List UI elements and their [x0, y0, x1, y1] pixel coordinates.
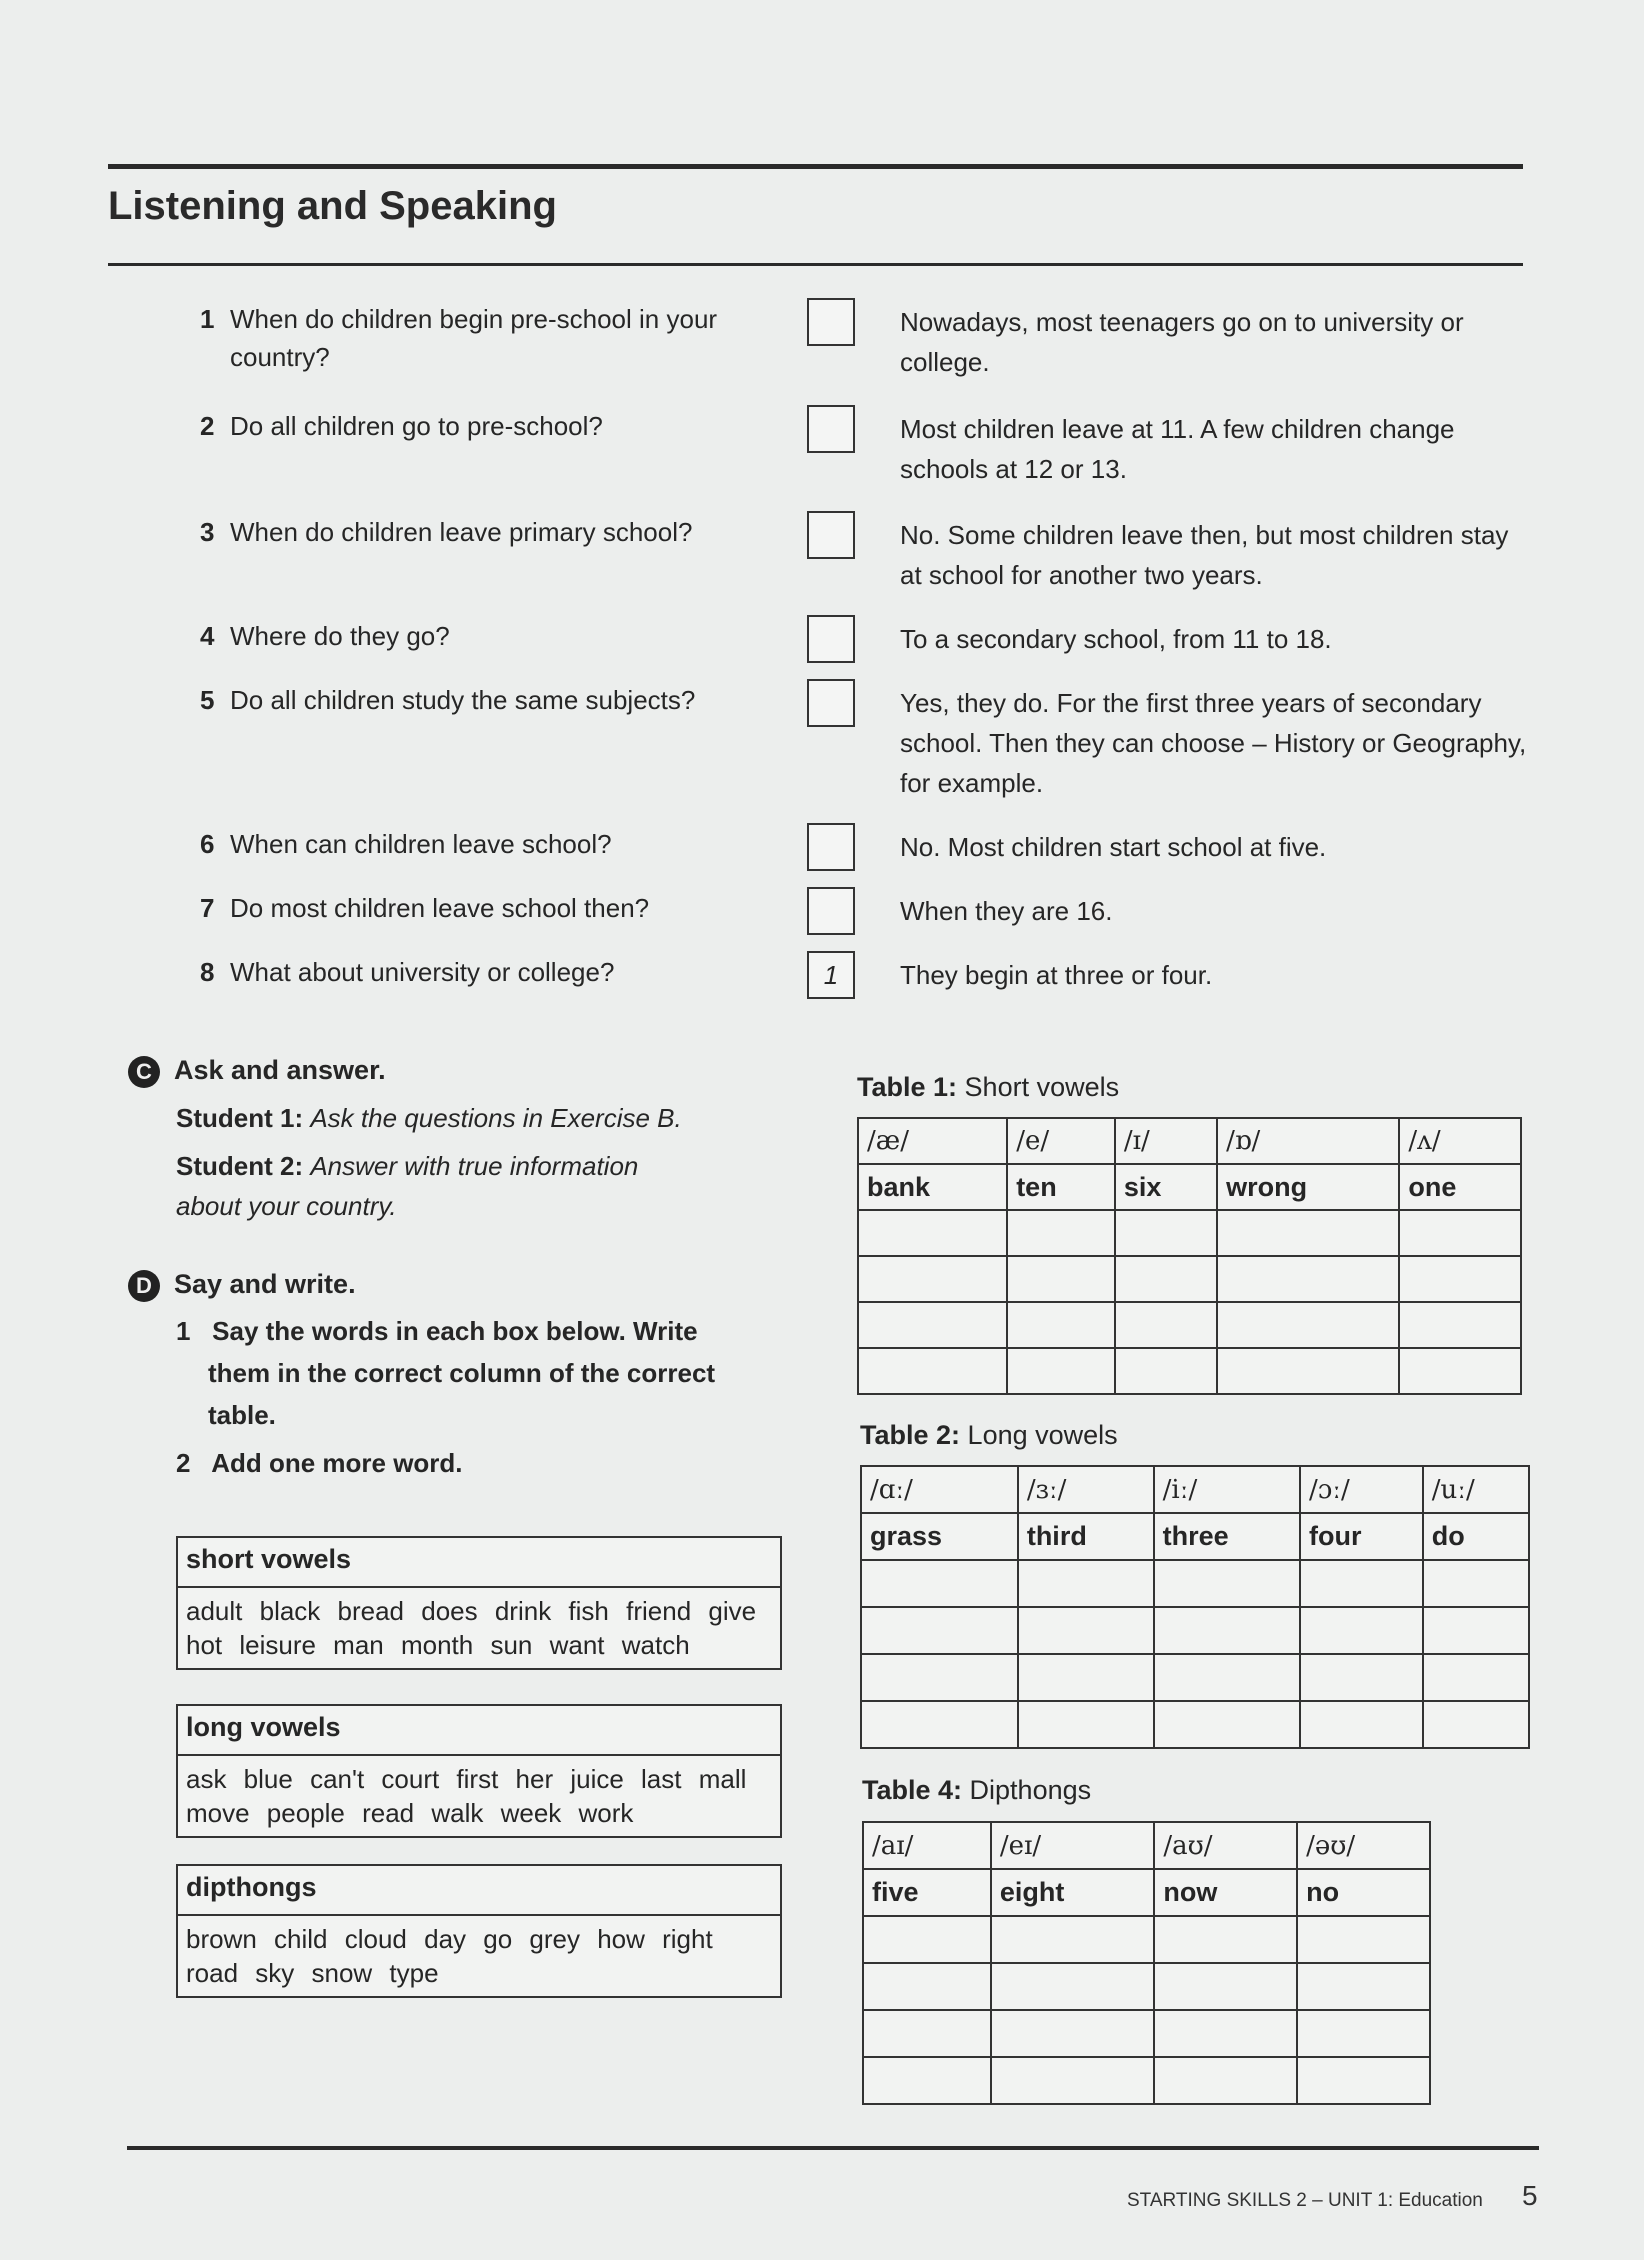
text: Answer with true information about your country. — [176, 1151, 639, 1221]
example-word: no — [1297, 1869, 1430, 1916]
phoneme-symbol: /æ/ — [858, 1118, 1007, 1164]
blank-cell[interactable] — [1018, 1654, 1154, 1701]
question-number: 4 — [200, 621, 215, 651]
section-letter-icon: C — [128, 1056, 160, 1088]
example-word: grass — [861, 1513, 1018, 1560]
title-rule — [108, 263, 1523, 266]
answer-text: No. Most children start school at five. — [900, 832, 1327, 862]
symbol-row — [858, 1118, 1521, 1164]
question-number: 7 — [200, 893, 215, 923]
question-text: When do children begin pre-school in your country? — [230, 304, 718, 372]
answer-number-box[interactable]: 1 — [807, 951, 855, 999]
blank-row — [861, 1607, 1529, 1654]
question — [200, 615, 780, 655]
example-word: eight — [991, 1869, 1155, 1916]
question-text: When do children leave primary school? — [230, 517, 693, 547]
question-text: When can children leave school? — [230, 829, 612, 859]
left-column — [128, 1050, 788, 1998]
answer-text: When they are 16. — [900, 896, 1113, 926]
phoneme-symbol: /e/ — [1007, 1118, 1115, 1164]
answer-text: Nowadays, most teenagers go on to university or college. — [900, 307, 1464, 377]
blank-cell[interactable] — [1154, 1607, 1300, 1654]
blank-cell[interactable] — [1154, 1654, 1300, 1701]
section-title: Say and write. — [174, 1269, 356, 1299]
label: Student 2: — [176, 1151, 304, 1181]
blank-row — [858, 1348, 1521, 1394]
answer-text: Most children leave at 11. A few children change schools at 12 or 13. — [900, 414, 1455, 484]
text: Add one more word. — [211, 1448, 463, 1478]
question-text: Where do they go? — [230, 621, 450, 651]
blank-cell[interactable] — [1300, 1654, 1423, 1701]
blank-cell[interactable] — [1115, 1256, 1217, 1302]
question-answer-list — [200, 298, 1530, 1015]
page-number: 5 — [1522, 2180, 1538, 2211]
phoneme-symbol: /uː/ — [1423, 1466, 1529, 1513]
question-row — [200, 679, 1530, 823]
question-number: 2 — [200, 411, 215, 441]
blank-cell[interactable] — [1007, 1302, 1115, 1348]
table-title — [857, 1072, 1119, 1103]
table-title — [860, 1420, 1118, 1451]
section-title: Ask and answer. — [174, 1055, 386, 1085]
num: 1 — [176, 1316, 191, 1346]
blank-cell[interactable] — [858, 1256, 1007, 1302]
table-label: Table 2: — [860, 1420, 961, 1450]
blank-cell[interactable] — [858, 1302, 1007, 1348]
example-row — [863, 1869, 1430, 1916]
blank-row — [858, 1210, 1521, 1256]
phoneme-symbol: /aɪ/ — [863, 1822, 991, 1869]
blank-cell[interactable] — [1297, 1916, 1430, 1963]
question-number: 5 — [200, 685, 215, 715]
blank-cell[interactable] — [1399, 1348, 1521, 1394]
blank-row — [861, 1701, 1529, 1748]
page-title: Listening and Speaking — [108, 184, 557, 228]
table-name: Short vowels — [964, 1072, 1120, 1102]
blank-cell[interactable] — [1007, 1256, 1115, 1302]
question — [200, 298, 780, 376]
answer-number-box[interactable] — [807, 405, 855, 453]
section-c-heading — [128, 1050, 788, 1090]
example-word: five — [863, 1869, 991, 1916]
question-row — [200, 298, 1530, 405]
phoneme-symbol: /ɔː/ — [1300, 1466, 1423, 1513]
section-d-heading — [128, 1264, 788, 1304]
example-word: three — [1154, 1513, 1300, 1560]
blank-cell[interactable] — [1399, 1256, 1521, 1302]
answer-text: To a secondary school, from 11 to 18. — [900, 624, 1332, 654]
box-title: dipthongs — [178, 1866, 780, 1916]
table-title — [862, 1775, 1091, 1806]
question-row — [200, 951, 1530, 1015]
student-2-instruction — [128, 1146, 688, 1226]
phoneme-symbol: /ʌ/ — [1399, 1118, 1521, 1164]
phoneme-symbol: /iː/ — [1154, 1466, 1300, 1513]
blank-row — [863, 2010, 1430, 2057]
blank-cell[interactable] — [991, 2057, 1155, 2104]
blank-cell[interactable] — [1297, 2010, 1430, 2057]
blank-cell[interactable] — [1154, 2010, 1297, 2057]
blank-row — [861, 1654, 1529, 1701]
phoneme-symbol: /ɒ/ — [1217, 1118, 1399, 1164]
box-words: brown child cloud day go grey how right road sky snow type — [186, 1924, 713, 1988]
example-row — [858, 1164, 1521, 1210]
blank-cell[interactable] — [1217, 1302, 1399, 1348]
blank-cell[interactable] — [1154, 1560, 1300, 1607]
blank-cell[interactable] — [861, 1701, 1018, 1748]
blank-cell[interactable] — [1217, 1348, 1399, 1394]
box-words: ask blue can't court first her juice last mall move people read walk week work — [186, 1764, 747, 1828]
question-row — [200, 823, 1530, 887]
blank-cell[interactable] — [1423, 1560, 1529, 1607]
blank-cell[interactable] — [1018, 1701, 1154, 1748]
question-text: Do most children leave school then? — [230, 893, 650, 923]
example-word: third — [1018, 1513, 1154, 1560]
bottom-rule — [127, 2146, 1539, 2150]
answer-number-box[interactable] — [807, 511, 855, 559]
example-word: do — [1423, 1513, 1529, 1560]
blank-cell[interactable] — [1297, 2057, 1430, 2104]
answer-number-box[interactable] — [807, 823, 855, 871]
blank-cell[interactable] — [863, 1916, 991, 1963]
box-words: adult black bread does drink fish friend give hot leisure man month sun want watch — [186, 1596, 757, 1660]
box-title: long vowels — [178, 1706, 780, 1756]
answer-number-box[interactable] — [807, 298, 855, 346]
question — [200, 405, 780, 445]
blank-cell[interactable] — [1217, 1256, 1399, 1302]
instruction-1 — [128, 1310, 728, 1436]
question-number: 3 — [200, 517, 215, 547]
blank-cell[interactable] — [1217, 1210, 1399, 1256]
instruction-2 — [128, 1442, 788, 1484]
example-word: four — [1300, 1513, 1423, 1560]
example-word: ten — [1007, 1164, 1115, 1210]
blank-cell[interactable] — [863, 1963, 991, 2010]
blank-cell[interactable] — [1018, 1607, 1154, 1654]
blank-cell[interactable] — [1154, 1963, 1297, 2010]
question-row — [200, 887, 1530, 951]
question-number: 8 — [200, 957, 215, 987]
example-word: now — [1154, 1869, 1297, 1916]
blank-cell[interactable] — [1007, 1348, 1115, 1394]
blank-cell[interactable] — [1154, 1916, 1297, 1963]
question-text: Do all children go to pre-school? — [230, 411, 603, 441]
answer-text: They begin at three or four. — [900, 960, 1213, 990]
blank-cell[interactable] — [1300, 1560, 1423, 1607]
example-row — [861, 1513, 1529, 1560]
question — [200, 511, 780, 551]
phoneme-symbol: /ɜː/ — [1018, 1466, 1154, 1513]
question-row — [200, 511, 1530, 615]
table-name: Long vowels — [967, 1420, 1118, 1450]
question — [200, 679, 780, 719]
phoneme-symbol: /ɪ/ — [1115, 1118, 1217, 1164]
example-word: six — [1115, 1164, 1217, 1210]
symbol-row — [863, 1822, 1430, 1869]
section-letter-icon: D — [128, 1270, 160, 1302]
example-word: bank — [858, 1164, 1007, 1210]
blank-cell[interactable] — [1154, 1701, 1300, 1748]
blank-cell[interactable] — [991, 1916, 1155, 1963]
phonetics-table — [862, 1821, 1431, 2105]
blank-row — [863, 1916, 1430, 1963]
blank-cell[interactable] — [861, 1560, 1018, 1607]
blank-cell[interactable] — [1399, 1210, 1521, 1256]
top-rule — [108, 164, 1523, 169]
blank-cell[interactable] — [1154, 2057, 1297, 2104]
box-title: short vowels — [178, 1538, 780, 1588]
blank-row — [858, 1302, 1521, 1348]
word-box-dipthongs — [176, 1864, 782, 1998]
symbol-row — [861, 1466, 1529, 1513]
blank-cell[interactable] — [1423, 1654, 1529, 1701]
word-box-long-vowels — [176, 1704, 782, 1838]
blank-cell[interactable] — [861, 1607, 1018, 1654]
blank-cell[interactable] — [863, 2057, 991, 2104]
blank-cell[interactable] — [1300, 1607, 1423, 1654]
label: Student 1: — [176, 1103, 304, 1133]
phonetics-table — [860, 1465, 1530, 1749]
question — [200, 951, 780, 991]
question-number: 6 — [200, 829, 215, 859]
blank-cell[interactable] — [1115, 1210, 1217, 1256]
blank-cell[interactable] — [1007, 1210, 1115, 1256]
question — [200, 823, 780, 863]
blank-cell[interactable] — [1018, 1560, 1154, 1607]
answer-number-box[interactable] — [807, 887, 855, 935]
blank-cell[interactable] — [1423, 1701, 1529, 1748]
phoneme-symbol: /aʊ/ — [1154, 1822, 1297, 1869]
answer-text: No. Some children leave then, but most children stay at school for another two years. — [900, 520, 1509, 590]
example-word: one — [1399, 1164, 1521, 1210]
blank-cell[interactable] — [1297, 1963, 1430, 2010]
phoneme-symbol: /eɪ/ — [991, 1822, 1155, 1869]
answer-number-box[interactable] — [807, 615, 855, 663]
table-name: Dipthongs — [969, 1775, 1092, 1805]
blank-row — [863, 2057, 1430, 2104]
question-number: 1 — [200, 304, 215, 334]
question — [200, 887, 780, 927]
text: Ask the questions in Exercise B. — [310, 1103, 682, 1133]
example-word: wrong — [1217, 1164, 1399, 1210]
blank-cell[interactable] — [863, 2010, 991, 2057]
phoneme-symbol: /ɑː/ — [861, 1466, 1018, 1513]
blank-cell[interactable] — [858, 1348, 1007, 1394]
student-1-instruction — [128, 1098, 788, 1138]
word-box-short-vowels — [176, 1536, 782, 1670]
answer-number-box[interactable] — [807, 679, 855, 727]
phonetics-table — [857, 1117, 1522, 1395]
question-text: What about university or college? — [230, 957, 615, 987]
blank-cell[interactable] — [991, 1963, 1155, 2010]
blank-cell[interactable] — [1423, 1607, 1529, 1654]
blank-cell[interactable] — [858, 1210, 1007, 1256]
table-label: Table 4: — [862, 1775, 963, 1805]
blank-row — [863, 1963, 1430, 2010]
blank-row — [858, 1256, 1521, 1302]
blank-cell[interactable] — [1115, 1302, 1217, 1348]
phoneme-symbol: /əʊ/ — [1297, 1822, 1430, 1869]
question-row — [200, 405, 1530, 511]
blank-cell[interactable] — [1115, 1348, 1217, 1394]
blank-cell[interactable] — [991, 2010, 1155, 2057]
table-label: Table 1: — [857, 1072, 958, 1102]
question-text: Do all children study the same subjects? — [230, 685, 696, 715]
answer-text: Yes, they do. For the first three years of secondary school. Then they can choose – History or Geography, for example. — [900, 688, 1527, 798]
question-row — [200, 615, 1530, 679]
blank-cell[interactable] — [861, 1654, 1018, 1701]
blank-cell[interactable] — [1399, 1302, 1521, 1348]
footer-text: STARTING SKILLS 2 – UNIT 1: Education — [1127, 2190, 1483, 2211]
blank-row — [861, 1560, 1529, 1607]
text: Say the words in each box below. Write them in the correct column of the correct table. — [208, 1316, 716, 1430]
blank-cell[interactable] — [1300, 1701, 1423, 1748]
num: 2 — [176, 1448, 191, 1478]
